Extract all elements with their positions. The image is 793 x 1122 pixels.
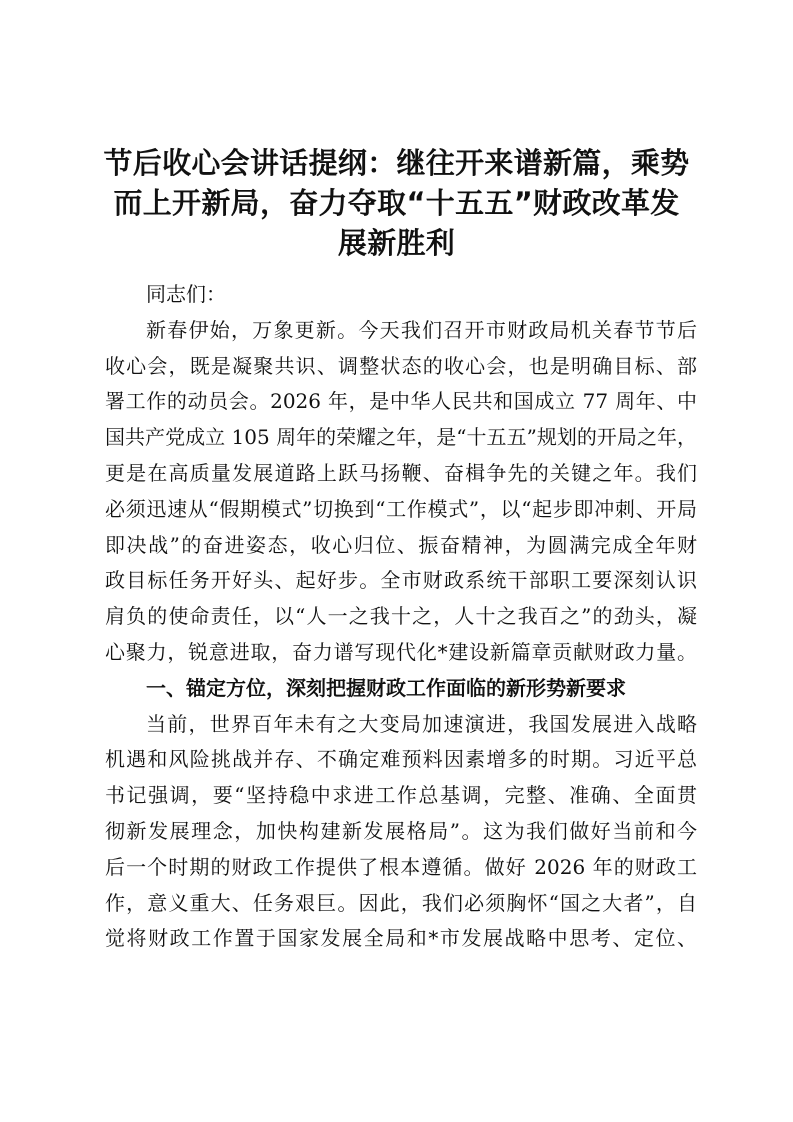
paragraph-line: 新春伊始，万象更新。今天我们召开市财政局机关春节节后 [146,317,697,342]
document-title [96,143,697,263]
paragraph-line: 收心会，既是凝聚共识、调整状态的收心会，也是明确目标、部 [105,353,697,378]
paragraph-line: 署工作的动员会。2026 年，是中华人民共和国成立 77 周年、中 [105,389,697,414]
paragraph-line: 觉将财政工作置于国家发展全局和*市发展战略中思考、定位、 [105,926,697,951]
title-line: 节后收心会讲话提纲：继往开来谱新篇，乘势 [103,146,690,180]
document-body [105,277,697,957]
paragraph-line: 当前，世界百年未有之大变局加速演进，我国发展进入战略 [146,711,697,736]
paragraph-line: 国共产党成立 105 周年的荣耀之年，是“十五五”规划的开局之年， [105,425,697,450]
paragraph-line: 作，意义重大、任务艰巨。因此，我们必须胸怀“国之大者”，自 [105,890,697,915]
paragraph-line: 即决战”的奋进姿态，收心归位、振奋精神，为圆满完成全年财 [105,532,697,557]
paragraph-line: 必须迅速从“假期模式”切换到“工作模式”，以“起步即冲刺、开局 [105,496,697,521]
title-line: 展新胜利 [337,226,456,260]
paragraph-line: 政目标任务开好头、起好步。全市财政系统干部职工要深刻认识 [105,568,697,593]
salutation: 同志们： [146,282,226,306]
paragraph-1 [105,313,697,671]
title-line: 而上开新局，奋力夺取“十五五”财政改革发 [113,186,680,220]
paragraph-line: 心聚力，锐意进取，奋力谱写现代化*建设新篇章贡献财政力量。 [105,639,697,664]
paragraph-line: 机遇和风险挑战并存、不确定难预料因素增多的时期。习近平总 [105,747,697,772]
paragraph-line: 书记强调，要“坚持稳中求进工作总基调，完整、准确、全面贯 [105,783,697,808]
paragraph-line: 彻新发展理念，加快构建新发展格局”。这为我们做好当前和今 [105,818,697,843]
paragraph-2 [105,707,697,958]
paragraph-line: 肩负的使命责任，以“人一之我十之，人十之我百之”的劲头，凝 [105,604,697,629]
paragraph-line: 更是在高质量发展道路上跃马扬鞭、奋楫争先的关键之年。我们 [105,460,697,485]
paragraph-line: 后一个时期的财政工作提供了根本遵循。做好 2026 年的财政工 [105,854,697,879]
section-heading: 一、锚定方位，深刻把握财政工作面临的新形势新要求 [146,675,626,700]
